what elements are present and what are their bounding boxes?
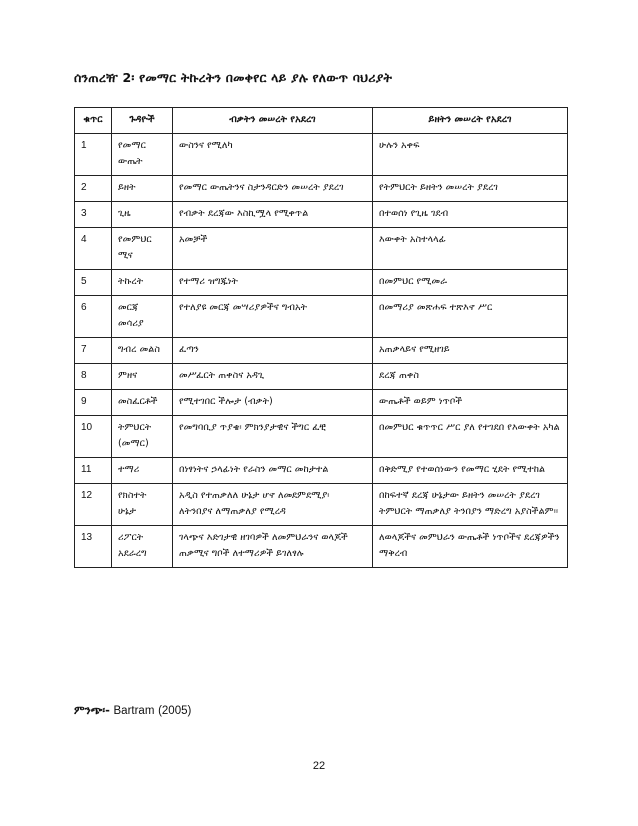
table-row: [75, 270, 568, 296]
table-row: [75, 338, 568, 364]
row-content-based: በመማሪያ መጽሐፍ ተጽእኖ ሥር: [373, 296, 568, 338]
row-competency-based: የተማሪ ዝግጁነት: [173, 270, 373, 296]
row-issue: ግብረ መልስ: [112, 338, 173, 364]
table-row: [75, 364, 568, 390]
row-content-based: በከፍተኛ ደረጃ ሁኔታው ይዘትን መሠረት ያደረገ ትምህርት ማጠቃለያ ትንበያን ማድረግ አያስችልም፡፡: [373, 484, 568, 526]
source-label: ምንጭ፡-: [74, 703, 110, 717]
row-number: 9: [75, 390, 112, 416]
row-number: 1: [75, 134, 112, 176]
row-content-based: ለወላጆችና መምህራን ውጤቶች ነጥቦችና ደረጃዎችን ማቅረብ: [373, 526, 568, 568]
row-competency-based: የመግባቢያ ጥያቄ፡ ምክንያታዊና ችግር ፈቺ: [173, 416, 373, 458]
row-content-based: በመምህር ቁጥጥር ሥር ያለ የተገደበ የእውቀት አካል: [373, 416, 568, 458]
row-issue: የመማር ውጤት: [112, 134, 173, 176]
table-row: [75, 484, 568, 526]
comparison-table: [74, 107, 568, 568]
header-number: ቁጥር: [75, 108, 112, 134]
row-issue: ትኩረት: [112, 270, 173, 296]
row-content-based: አጠቃላይና የሚዘገይ: [373, 338, 568, 364]
row-number: 10: [75, 416, 112, 458]
table-row: [75, 416, 568, 458]
table-header-row: [75, 108, 568, 134]
row-competency-based: ፈጣን: [173, 338, 373, 364]
row-content-based: ሁሉን አቀፍ: [373, 134, 568, 176]
row-competency-based: አዲስ የተጠቃለለ ሁኔታ ሆኖ ለመደምደሚያ፡ ለትንበያና ለማጠቃለያ የሚረዳ: [173, 484, 373, 526]
header-issues: ጉዳዮች: [112, 108, 173, 134]
row-content-based: በቅድሚያ የተወሰነውን የመማር ሂደት የሚተከል: [373, 458, 568, 484]
row-content-based: እውቀት አስተላላፊ: [373, 228, 568, 270]
row-competency-based: መሥፈርት ጠቀስና አዳጊ: [173, 364, 373, 390]
table-row: [75, 526, 568, 568]
row-issue: መስፈርቶች: [112, 390, 173, 416]
row-issue: ተማሪ: [112, 458, 173, 484]
table-row: [75, 176, 568, 202]
table-row: [75, 202, 568, 228]
row-competency-based: አመቻች: [173, 228, 373, 270]
row-issue: የክስተት ሁኔታ: [112, 484, 173, 526]
row-competency-based: የብቃት ደረጃው እስኪሟላ የሚቀጥል: [173, 202, 373, 228]
table-row: [75, 390, 568, 416]
row-competency-based: የሚተገበር ችሎታ (ብቃት): [173, 390, 373, 416]
row-content-based: ውጤቶች ወይም ነጥቦች: [373, 390, 568, 416]
row-number: 13: [75, 526, 112, 568]
row-competency-based: ገላጭና እድገታዊ ዘገባዎች ለመምህራንና ወላጆች ጠቃሚና ግቦች ለተማሪዎች ይገለፃሉ: [173, 526, 373, 568]
row-issue: መርጃ መሳሪያ: [112, 296, 173, 338]
row-competency-based: የተለያዩ መርጃ መሣሪያዎችና ግብአት: [173, 296, 373, 338]
row-number: 3: [75, 202, 112, 228]
table-row: [75, 296, 568, 338]
source-year: (2005): [158, 705, 192, 717]
row-number: 11: [75, 458, 112, 484]
row-competency-based: ውስንና የሚለካ: [173, 134, 373, 176]
row-issue: ጊዜ: [112, 202, 173, 228]
row-issue: ትምህርት (መማር): [112, 416, 173, 458]
header-content-based: ይዘትን መሠረት የአደረገ: [373, 108, 568, 134]
row-number: 12: [75, 484, 112, 526]
table-body: [75, 134, 568, 568]
row-number: 4: [75, 228, 112, 270]
row-content-based: በመምህር የሚመራ: [373, 270, 568, 296]
row-competency-based: በነፃነትና ኃላፊነት የራስን መማር መከታተል: [173, 458, 373, 484]
row-issue: የመምህር ሚና: [112, 228, 173, 270]
source-author: Bartram: [113, 705, 155, 717]
row-competency-based: የመማር ውጤትንና ስታንዳርድን መሠረት ያደረገ: [173, 176, 373, 202]
row-content-based: በተወሰነ የጊዜ ገደብ: [373, 202, 568, 228]
table-row: [75, 458, 568, 484]
row-issue: ምዘና: [112, 364, 173, 390]
row-content-based: ደረጃ ጠቀስ: [373, 364, 568, 390]
source-citation: [74, 703, 191, 718]
table-row: [75, 228, 568, 270]
table-row: [75, 134, 568, 176]
row-number: 5: [75, 270, 112, 296]
row-issue: ይዘት: [112, 176, 173, 202]
row-content-based: የትምህርት ይዘትን መሠረት ያደረገ: [373, 176, 568, 202]
table-caption: ሰንጠረዥ 2፡ የመማር ትኩረትን በመቀየር ላይ ያሉ የለውጥ ባህሪያት: [74, 70, 393, 85]
row-number: 8: [75, 364, 112, 390]
row-issue: ሪፖርት አደራረግ: [112, 526, 173, 568]
row-number: 6: [75, 296, 112, 338]
row-number: 2: [75, 176, 112, 202]
header-competency-based: ብቃትን መሠረት የአደረገ: [173, 108, 373, 134]
row-number: 7: [75, 338, 112, 364]
page-number: 22: [312, 760, 326, 772]
